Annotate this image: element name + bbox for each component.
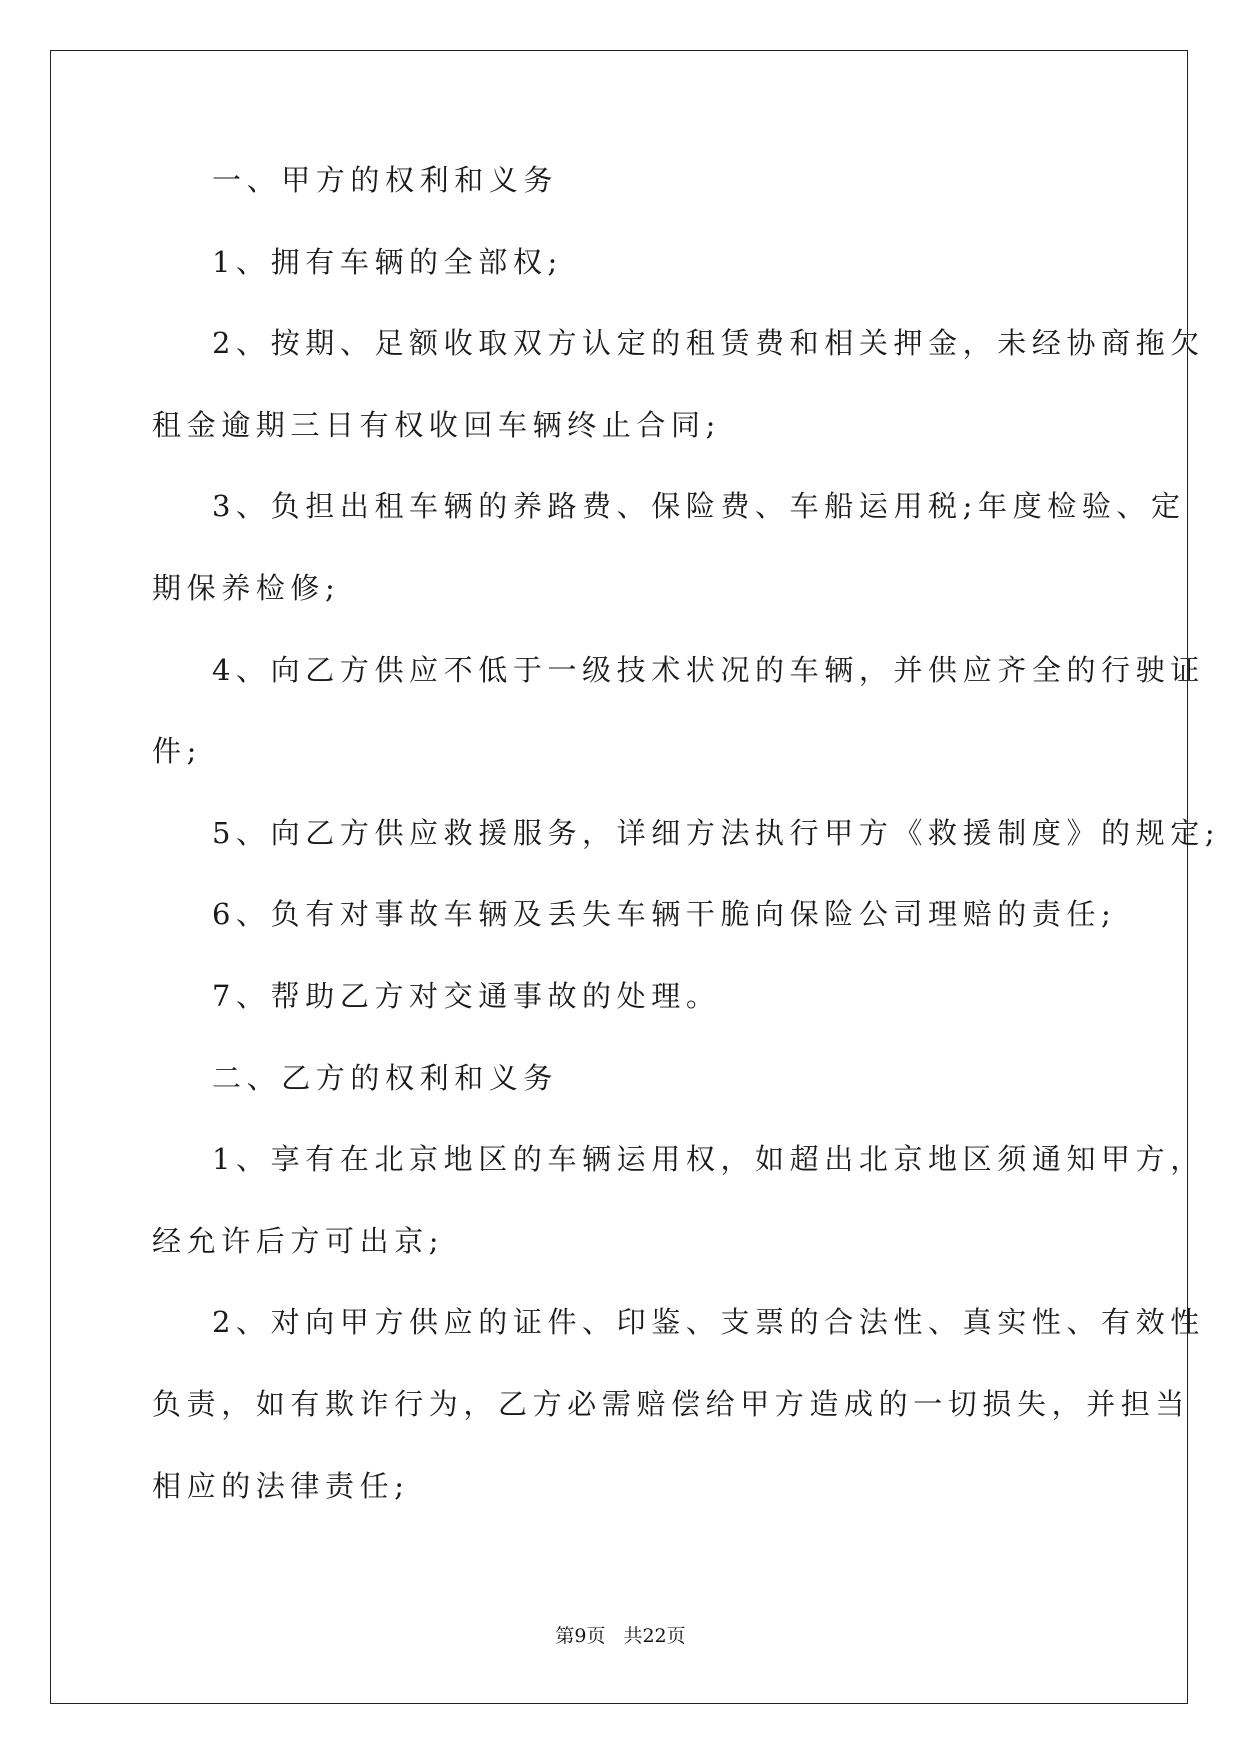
- paragraph-line: 经允许后方可出京;: [152, 1223, 445, 1258]
- paragraph-line: 1、享有在北京地区的车辆运用权，如超出北京地区须通知甲方，: [212, 1142, 1205, 1177]
- page-number: 第9页: [555, 1625, 606, 1647]
- paragraph-line: 件;: [152, 734, 202, 769]
- paragraph-line: 5、向乙方供应救援服务，详细方法执行甲方《救援制度》的规定;: [212, 815, 1221, 850]
- page-footer: [0, 1621, 1241, 1648]
- paragraph-line: 负责，如有欺诈行为，乙方必需赔偿给甲方造成的一切损失，并担当: [152, 1386, 1191, 1421]
- paragraph-line: 2、对向甲方供应的证件、印鉴、支票的合法性、真实性、有效性: [212, 1305, 1205, 1340]
- paragraph-line: 租金逾期三日有权收回车辆终止合同;: [152, 407, 721, 442]
- paragraph-line: 期保养检修;: [152, 570, 341, 605]
- paragraph-line: 4、向乙方供应不低于一级技术状况的车辆，并供应齐全的行驶证: [212, 652, 1205, 687]
- document-body: [152, 160, 1221, 1547]
- paragraph-line: 2、按期、足额收取双方认定的租赁费和相关押金，未经协商拖欠: [212, 326, 1205, 361]
- paragraph-line: 7、帮助乙方对交通事故的处理。: [212, 978, 721, 1013]
- section-heading: 一、甲方的权利和义务: [212, 163, 559, 197]
- paragraph-line: 1、拥有车辆的全部权;: [212, 244, 563, 279]
- section-heading: 二、乙方的权利和义务: [212, 1060, 559, 1095]
- total-pages: 共22页: [623, 1625, 686, 1647]
- paragraph-line: 3、负担出租车辆的养路费、保险费、车船运用税;年度检验、定: [212, 489, 1186, 524]
- paragraph-line: 6、负有对事故车辆及丢失车辆干脆向保险公司理赔的责任;: [212, 897, 1117, 932]
- paragraph-line: 相应的法律责任;: [152, 1468, 410, 1503]
